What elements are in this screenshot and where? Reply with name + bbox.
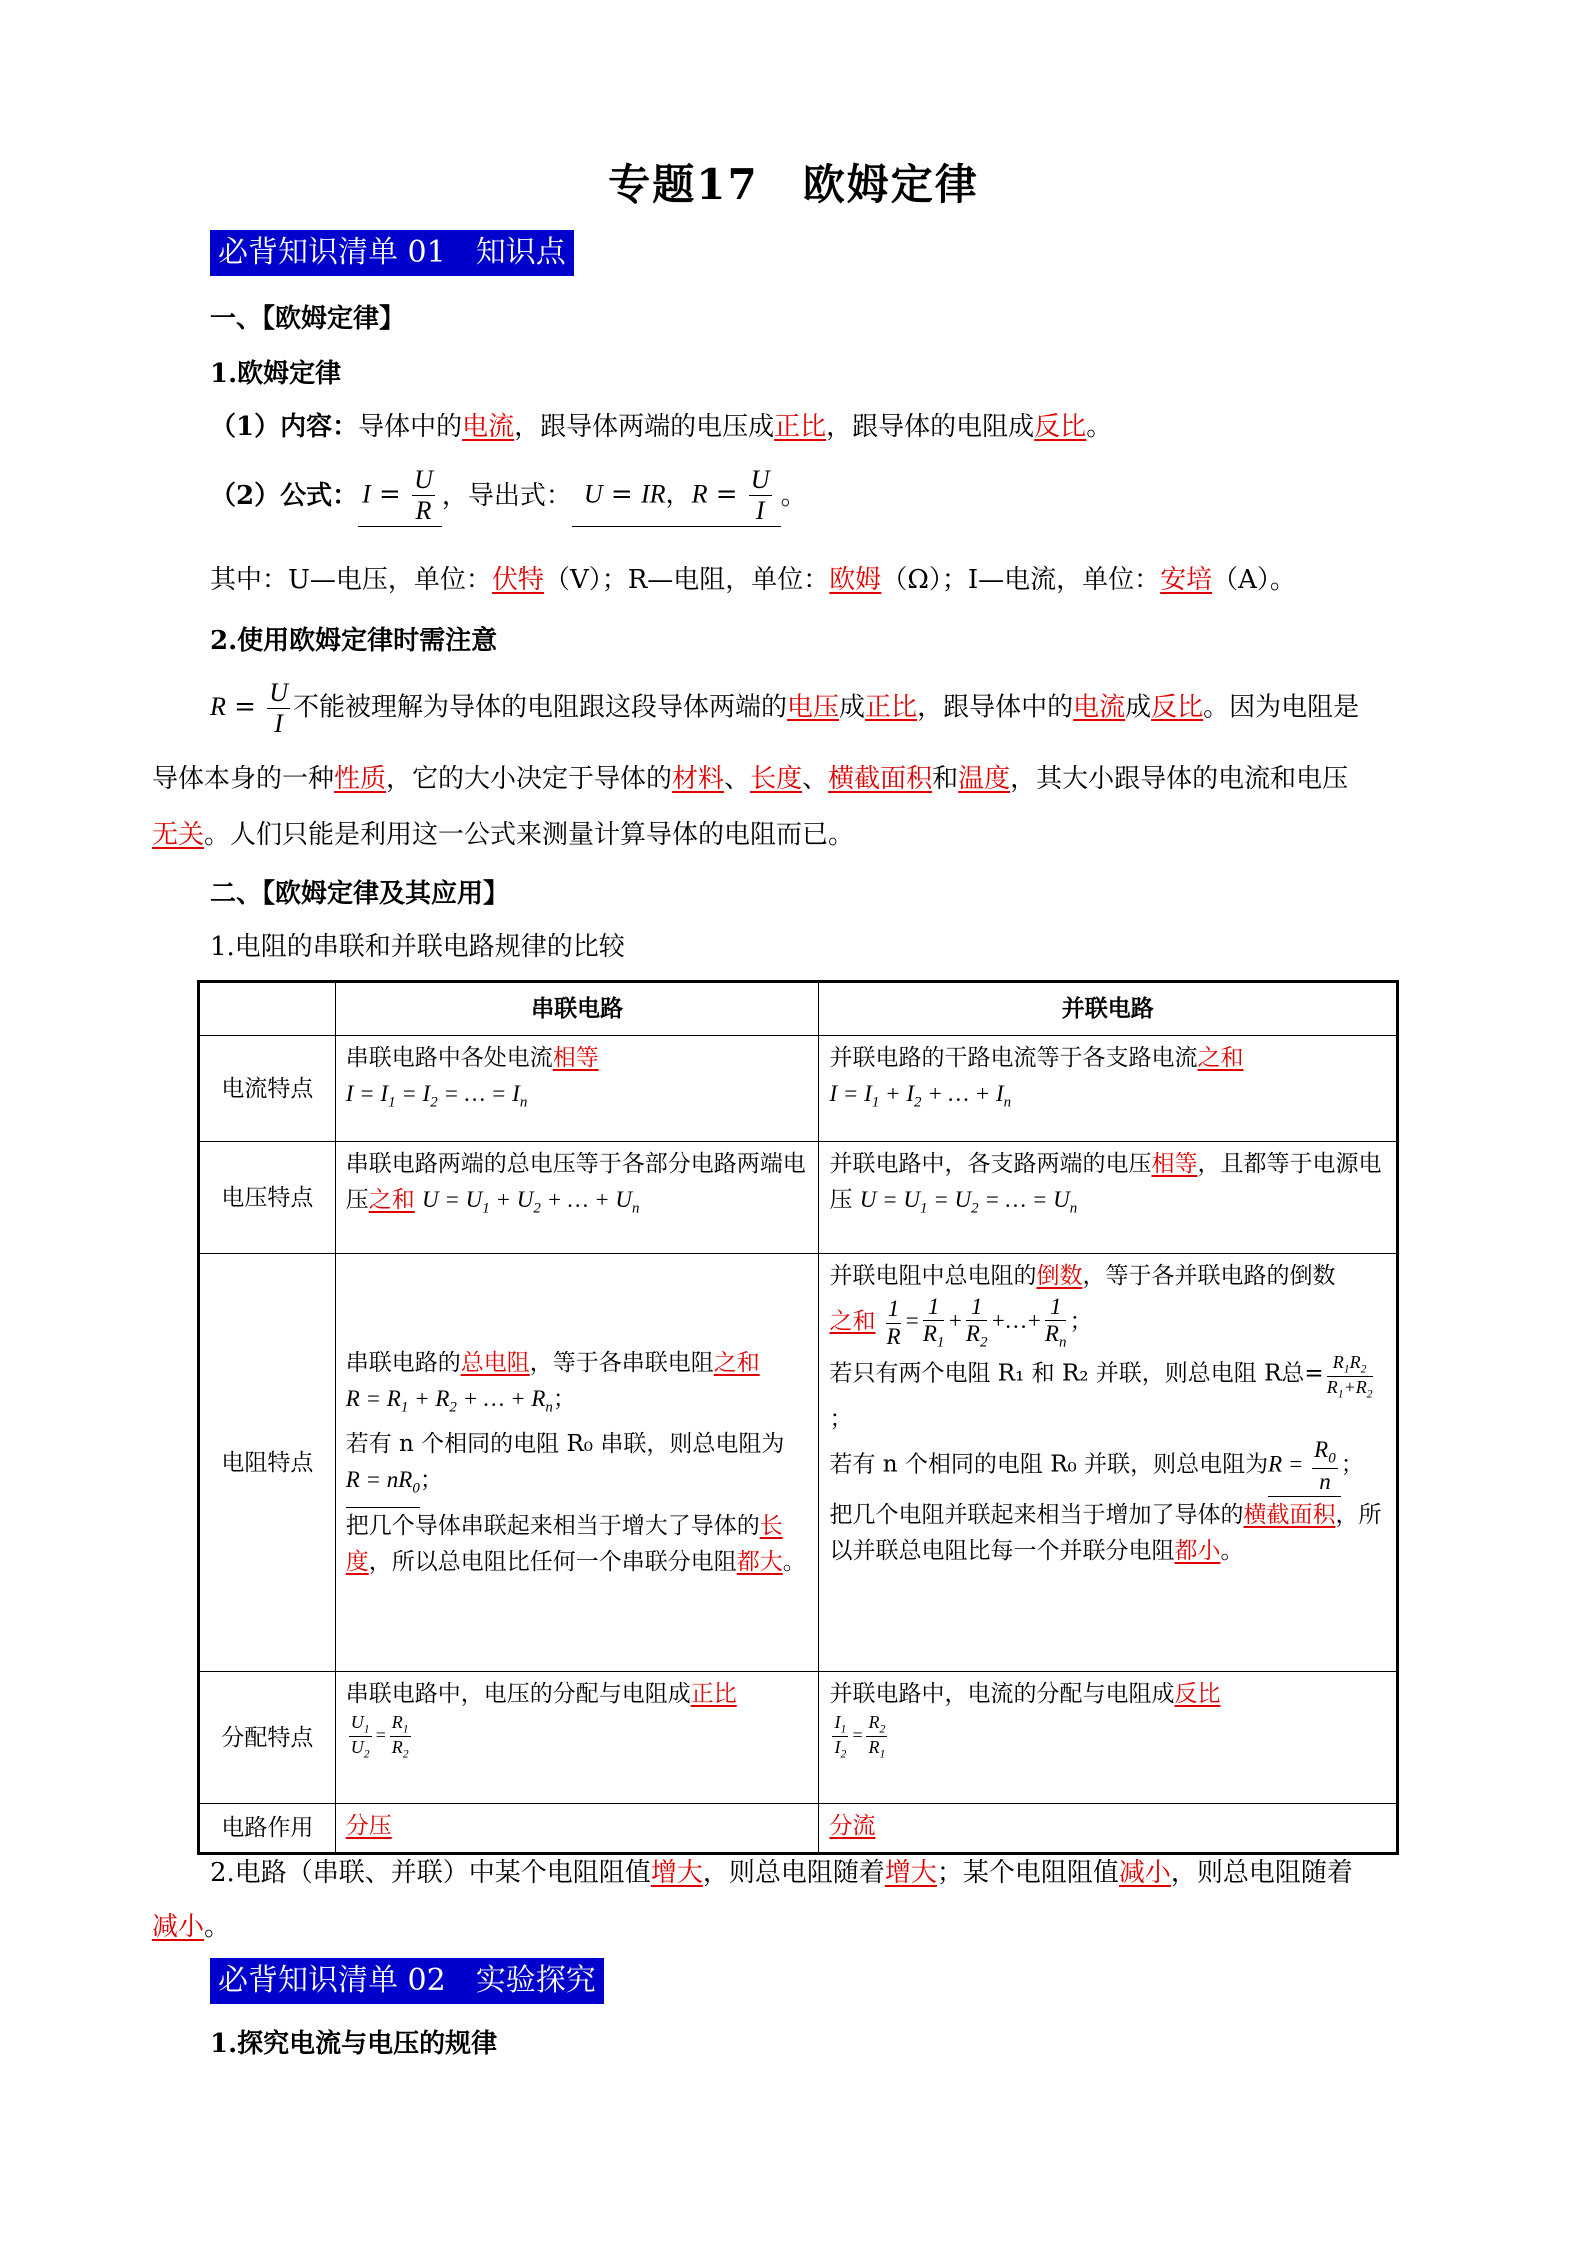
content-line: [210, 410, 1112, 444]
table-header-row: [199, 982, 1398, 1036]
comparison-table: [197, 980, 1399, 1855]
subheading-ohms-law: 1.欧姆定律: [210, 359, 342, 389]
table-row: [199, 1254, 1398, 1672]
answer: 相等: [552, 1045, 599, 1071]
row-header-voltage: 电压特点: [199, 1142, 336, 1254]
cell-series-voltage: [335, 1142, 819, 1254]
answer: 减小: [1118, 1858, 1171, 1888]
answer: 长度: [750, 764, 803, 794]
cell-series-resistance: 串联电路的总电阻，等于各串联电阻之和 $R = R_1 + R_2$ + … + $R_n$； 若有 n 个相同的电阻 R₀ 串联，则总电阻为 $R = nR_0$； 把几个导体串联起来相当于增大了导体的长度，所以总电阻比任何一个串联分电阻都大。: [335, 1254, 819, 1672]
answer: 横截面积: [828, 764, 933, 794]
formula: $\frac{1}{R}$ = $\frac{1}{R_1}$ + $\frac{1}{R_2}$ +…+ $\frac{1}{R_n}$: [886, 1294, 1067, 1352]
text: 把几个导体串联起来相当于增大了导体的: [345, 1512, 760, 1539]
text: 把几个电阻并联起来相当于增加了导体的: [829, 1501, 1244, 1528]
answer: 相等: [1151, 1151, 1198, 1177]
text: 若有 n 个相同的电阻 R₀ 并联，则总电阻为: [829, 1451, 1269, 1478]
cell-parallel-function: [819, 1804, 1398, 1854]
answer: 正比: [865, 692, 918, 723]
text: （V）；R—电阻，单位：: [543, 565, 830, 595]
text: 。: [780, 480, 807, 511]
text: 并联电路中，各支路两端的电压: [829, 1151, 1152, 1177]
table-row: [199, 1672, 1398, 1804]
table-row: [199, 1036, 1398, 1142]
note-line-1: [210, 678, 1359, 739]
text: 其中：U—电压，单位：: [210, 565, 492, 595]
answer: 温度: [958, 764, 1011, 794]
formula-lead: （2）公式：: [210, 480, 359, 511]
answer: 都小: [1174, 1537, 1221, 1564]
answer: 总电阻: [460, 1350, 530, 1377]
text: ，跟导体两端的电压成: [514, 412, 775, 442]
text: ，且都等于电源电压: [829, 1151, 1382, 1213]
text: 成: [839, 692, 866, 723]
formula: $U = U_1 + U_2$ + … + $U_n$: [422, 1187, 640, 1217]
formula-line: [210, 465, 807, 527]
formula-r: R = $\frac{U}{I}$: [210, 678, 288, 738]
text: 并联电阻中总电阻的: [829, 1263, 1037, 1289]
text: ，所以总电阻比任何一个串联分电阻: [368, 1548, 737, 1575]
cell-series-function: [335, 1804, 819, 1854]
answer: 正比: [774, 412, 827, 442]
answer: 之和: [829, 1308, 876, 1335]
text: ，跟导体的电阻成: [826, 412, 1035, 442]
answer: 反比: [1174, 1681, 1221, 1707]
page-title: 专题17 欧姆定律: [608, 160, 979, 209]
text: ，等于各并联电路的倒数: [1082, 1263, 1336, 1289]
text: ，其大小跟导体的电流和电压: [1010, 764, 1349, 794]
answer: 反比: [1034, 412, 1087, 442]
answer: 横截面积: [1243, 1501, 1336, 1528]
answer: 之和: [368, 1187, 415, 1213]
text: 串联电路两端的总电压等于各部分电路两端电压: [345, 1151, 806, 1213]
text: 、: [802, 764, 829, 794]
content-lead: （1）内容：: [210, 412, 359, 442]
formula: $\frac{I_1}{I_2}$ = $\frac{R_2}{R_1}$: [834, 1712, 886, 1761]
col-header-series: 串联电路: [335, 982, 819, 1036]
formula: $\frac{U_1}{U_2}$ = $\frac{R_1}{R_2}$: [350, 1712, 409, 1761]
text: （Ω）；I—电流，单位：: [881, 565, 1161, 595]
text: 、: [724, 764, 751, 794]
answer: 欧姆: [829, 565, 882, 595]
answer: 增大: [650, 1858, 703, 1888]
formula: $U = U_1 = U_2$ = … = $U_n$: [859, 1187, 1078, 1217]
section-banner-2: 必背知识清单 02 实验探究: [210, 1958, 604, 2004]
text: ，则总电阻随着: [702, 1858, 885, 1888]
text: ，导出式：: [441, 480, 572, 511]
text: 。因为电阻是: [1203, 692, 1360, 723]
text: 导体中的: [358, 412, 463, 442]
heading-ohms-law-applications: 二、【欧姆定律及其应用】: [210, 879, 510, 909]
text: 。: [782, 1548, 806, 1575]
formula: R = $\frac{R_0}{n}$: [1268, 1437, 1341, 1496]
units-line: [210, 563, 1296, 597]
subheading-experiment: 1.探究电流与电压的规律: [210, 2029, 498, 2059]
answer: 电压: [787, 692, 840, 723]
formula: $I = I_1 = I_2$ = … = $I_n$: [345, 1081, 528, 1111]
heading-ohms-law: 一、【欧姆定律】: [210, 304, 406, 334]
table-row: [199, 1142, 1398, 1254]
cell-parallel-current: [819, 1036, 1398, 1142]
note-line-3: [152, 818, 854, 852]
answer: 倒数: [1036, 1263, 1083, 1289]
subheading-notes: 2.使用欧姆定律时需注意: [210, 626, 498, 656]
text: 。: [1220, 1537, 1244, 1564]
text: （A）。: [1212, 565, 1296, 595]
formula-derived: U = IR，R = $\frac{U}{I}$: [572, 465, 781, 527]
text: ，跟导体中的: [917, 692, 1074, 723]
text: 若有 n 个相同的电阻 R₀ 串联，则总电阻为: [345, 1431, 785, 1457]
cell-parallel-distribution: [819, 1672, 1398, 1804]
rule-line-2: [152, 1910, 230, 1944]
table-row: [199, 1804, 1398, 1854]
text: ，等于各串联电阻: [529, 1350, 714, 1377]
answer: 之和: [1197, 1045, 1244, 1071]
answer: 伏特: [491, 565, 544, 595]
text: ，它的大小决定于导体的: [386, 764, 673, 794]
cell-series-distribution: [335, 1672, 819, 1804]
rule-line-1: [210, 1856, 1353, 1890]
formula: $I = I_1 + I_2$ + … + $I_n$: [829, 1081, 1012, 1111]
text: 2.电路（串联、并联）中某个电阻阻值: [210, 1858, 651, 1888]
cell-parallel-resistance: 并联电阻中总电阻的倒数，等于各并联电路的倒数 之和 $\frac{1}{R}$ = $\frac{1}{R_1}$ + $\frac{1}{R_2}$ +…+ $\frac{1}{R_n}$ ； 若只有两个电阻 R₁ 和 R₂ 并联，则总电阻 R总= $\frac{R_1R_2}{R_1+R_2}$ ； 若有 n 个相同的电阻 R₀ 并联，则总电阻为R = $\frac{R_0}{n}$ ； 把几个电阻并联起来相当于增加了导体的横截面积，所以并联总电阻比每一个并联分电阻都小。: [819, 1254, 1398, 1672]
answer: 分压: [345, 1813, 392, 1839]
text: 串联电路中各处电流: [345, 1045, 553, 1071]
text: ；某个电阻阻值: [936, 1858, 1119, 1888]
text: 。人们只能是利用这一公式来测量计算导体的电阻而已。: [204, 820, 855, 850]
answer: 电流: [1073, 692, 1126, 723]
text: 并联电路中，电流的分配与电阻成: [829, 1681, 1175, 1707]
text: 导体本身的一种: [152, 764, 335, 794]
text: 。: [1086, 412, 1113, 442]
text: 。: [204, 1912, 231, 1942]
text: 若只有两个电阻 R₁ 和 R₂ 并联，则总电阻 R总=: [829, 1360, 1324, 1387]
answer: 无关: [152, 820, 205, 850]
text: 成: [1125, 692, 1152, 723]
answer: 分流: [829, 1813, 876, 1839]
answer: 都大: [736, 1548, 783, 1575]
row-header-function: 电路作用: [199, 1804, 336, 1854]
cell-series-current: [335, 1036, 819, 1142]
row-header-resistance: 电阻特点: [199, 1254, 336, 1672]
text: 串联电路中，电压的分配与电阻成: [345, 1681, 691, 1707]
answer: 安培: [1160, 565, 1213, 595]
text: 并联电路的干路电流等于各支路电流: [829, 1045, 1198, 1071]
answer: 性质: [334, 764, 387, 794]
formula: $R = R_1 + R_2$ + … + $R_n$: [345, 1386, 553, 1416]
answer: 长度: [345, 1512, 783, 1575]
text: ，则总电阻随着: [1170, 1858, 1353, 1888]
row-header-current: 电流特点: [199, 1036, 336, 1142]
answer: 减小: [152, 1912, 205, 1942]
section-banner-1: 必背知识清单 01 知识点: [210, 230, 574, 276]
answer: 增大: [884, 1858, 937, 1888]
row-header-distribution: 分配特点: [199, 1672, 336, 1804]
table-corner: [199, 982, 336, 1036]
text: ，所以并联总电阻比每一个并联分电阻: [829, 1501, 1382, 1564]
formula-main: I = $\frac{U}{R}$: [358, 465, 442, 527]
answer: 反比: [1151, 692, 1204, 723]
subheading-comparison: 1.电阻的串联和并联电路规律的比较: [210, 932, 625, 962]
answer: 电流: [462, 412, 515, 442]
text: 串联电路的: [345, 1350, 461, 1377]
note-line-2: [152, 762, 1348, 796]
formula: $\frac{R_1R_2}{R_1+R_2}$: [1326, 1352, 1373, 1401]
cell-parallel-voltage: [819, 1142, 1398, 1254]
text: 和: [932, 764, 959, 794]
col-header-parallel: 并联电路: [819, 982, 1398, 1036]
answer: 之和: [713, 1350, 760, 1377]
text: 不能被理解为导体的电阻跟这段导体两端的: [293, 692, 788, 723]
answer: 材料: [672, 764, 725, 794]
answer: 正比: [690, 1681, 737, 1707]
formula: $R = nR_0$: [346, 1462, 420, 1508]
